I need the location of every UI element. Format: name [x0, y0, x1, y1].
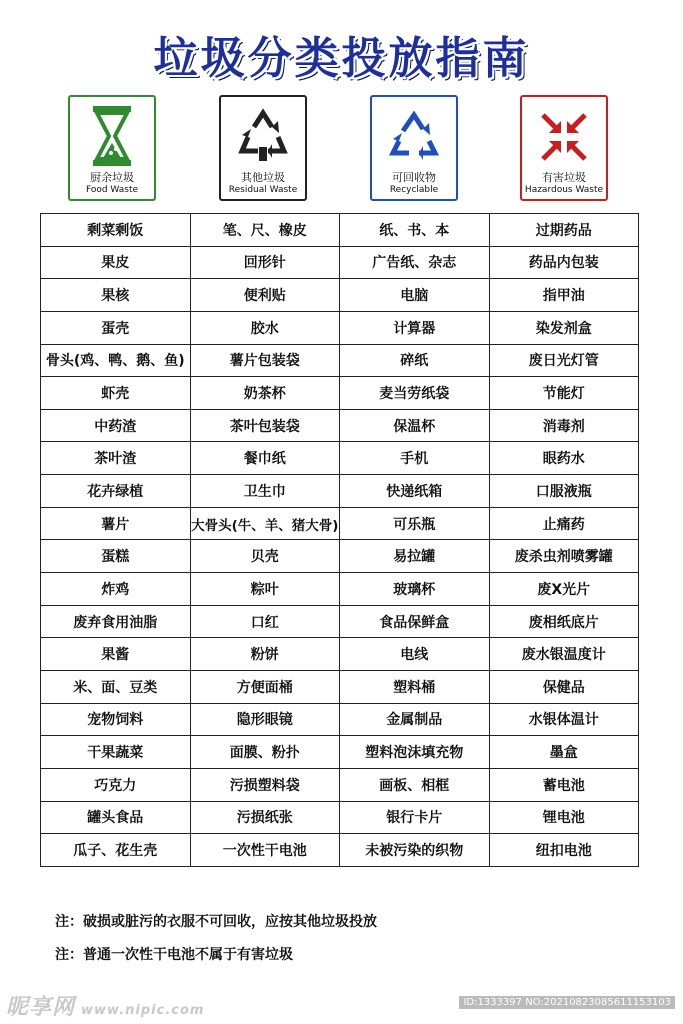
table-cell: 废相纸底片	[489, 605, 639, 638]
table-cell: 止痛药	[489, 507, 639, 540]
recycle-arrows-icon	[232, 103, 294, 169]
category-label-en: Food Waste	[85, 185, 139, 195]
table-cell: 未被污染的织物	[340, 834, 490, 867]
table-cell: 计算器	[340, 311, 490, 344]
table-cell: 纸、书、本	[340, 214, 490, 247]
table-row	[41, 214, 639, 247]
table-cell: 水银体温计	[489, 703, 639, 736]
category-label-en: Hazardous Waste	[524, 185, 604, 195]
table-cell: 便利贴	[190, 279, 340, 312]
table-cell: 污损塑料袋	[190, 768, 340, 801]
table-cell: 蓄电池	[489, 768, 639, 801]
table-row	[41, 409, 639, 442]
table-cell: 米、面、豆类	[41, 670, 191, 703]
table-row	[41, 703, 639, 736]
table-cell: 染发剂盒	[489, 311, 639, 344]
table-row	[41, 605, 639, 638]
table-cell: 污损纸张	[190, 801, 340, 834]
table-row	[41, 540, 639, 573]
table-cell: 中药渣	[41, 409, 191, 442]
table-row	[41, 670, 639, 703]
table-cell: 口红	[190, 605, 340, 638]
table-cell: 废弃食用油脂	[41, 605, 191, 638]
table-cell: 笔、尺、橡皮	[190, 214, 340, 247]
table-row	[41, 279, 639, 312]
table-cell: 废杀虫剂喷雾罐	[489, 540, 639, 573]
watermark-logo-text: 昵享网	[6, 995, 76, 1020]
table-cell: 消毒剂	[489, 409, 639, 442]
table-cell: 过期药品	[489, 214, 639, 247]
category-label-en: Residual Waste	[228, 185, 298, 195]
table-row	[41, 475, 639, 508]
table-cell: 蛋壳	[41, 311, 191, 344]
table-cell: 粽叶	[190, 573, 340, 606]
table-cell: 废X光片	[489, 573, 639, 606]
table-row	[41, 377, 639, 410]
category-label-zh: 厨余垃圾	[90, 171, 134, 184]
note-clothing: 注：破损或脏污的衣服不可回收，应按其他垃圾投放	[55, 914, 377, 930]
table-cell: 剩菜剩饭	[41, 214, 191, 247]
table-row	[41, 736, 639, 769]
table-cell: 易拉罐	[340, 540, 490, 573]
table-cell: 保健品	[489, 670, 639, 703]
page-title: 垃圾分类投放指南	[153, 33, 530, 84]
table-cell: 巧克力	[41, 768, 191, 801]
table-cell: 罐头食品	[41, 801, 191, 834]
table-row	[41, 573, 639, 606]
table-cell: 果皮	[41, 246, 191, 279]
table-cell: 药品内包装	[489, 246, 639, 279]
table-cell: 瓜子、花生壳	[41, 834, 191, 867]
table-cell: 骨头(鸡、鸭、鹅、鱼)	[41, 344, 191, 377]
table-cell: 塑料泡沫填充物	[340, 736, 490, 769]
watermark-url: www.nipic.com	[81, 1003, 205, 1018]
table-cell: 电脑	[340, 279, 490, 312]
table-cell: 画板、相框	[340, 768, 490, 801]
note-batteries: 注：普通一次性干电池不属于有害垃圾	[55, 947, 293, 963]
watermark-logo	[6, 990, 204, 1021]
table-row	[41, 246, 639, 279]
category-food-waste	[68, 95, 156, 201]
table-cell: 金属制品	[340, 703, 490, 736]
table-cell: 碎纸	[340, 344, 490, 377]
table-cell: 塑料桶	[340, 670, 490, 703]
table-row	[41, 834, 639, 867]
table-row	[41, 442, 639, 475]
table-row	[41, 638, 639, 671]
table-cell: 大骨头(牛、羊、猪大骨)	[190, 507, 340, 540]
table-cell: 贝壳	[190, 540, 340, 573]
table-row	[41, 507, 639, 540]
category-label-zh: 有害垃圾	[542, 171, 586, 184]
category-label-zh: 可回收物	[392, 171, 436, 184]
table-cell: 粉饼	[190, 638, 340, 671]
table-cell: 薯片包装袋	[190, 344, 340, 377]
table-cell: 废日光灯管	[489, 344, 639, 377]
table-cell: 纽扣电池	[489, 834, 639, 867]
table-cell: 奶茶杯	[190, 377, 340, 410]
table-row	[41, 311, 639, 344]
hourglass-icon	[81, 103, 143, 169]
table-cell: 宠物饲料	[41, 703, 191, 736]
table-cell: 银行卡片	[340, 801, 490, 834]
table-cell: 玻璃杯	[340, 573, 490, 606]
table-cell: 保温杯	[340, 409, 490, 442]
category-hazardous-waste	[520, 95, 608, 201]
table-cell: 食品保鲜盒	[340, 605, 490, 638]
table-cell: 回形针	[190, 246, 340, 279]
table-cell: 眼药水	[489, 442, 639, 475]
table-cell: 果酱	[41, 638, 191, 671]
waste-items-table	[40, 213, 639, 867]
table-cell: 薯片	[41, 507, 191, 540]
table-cell: 茶叶渣	[41, 442, 191, 475]
table-cell: 口服液瓶	[489, 475, 639, 508]
table-cell: 指甲油	[489, 279, 639, 312]
table-cell: 果核	[41, 279, 191, 312]
category-label-zh: 其他垃圾	[241, 171, 285, 184]
category-residual-waste	[219, 95, 307, 201]
table-cell: 干果蔬菜	[41, 736, 191, 769]
table-cell: 广告纸、杂志	[340, 246, 490, 279]
table-cell: 花卉绿植	[41, 475, 191, 508]
table-cell: 面膜、粉扑	[190, 736, 340, 769]
table-cell: 麦当劳纸袋	[340, 377, 490, 410]
watermark-id: ID:1333397 NO:20210823085611153103	[459, 996, 675, 1009]
table-cell: 隐形眼镜	[190, 703, 340, 736]
table-cell: 墨盒	[489, 736, 639, 769]
table-cell: 电线	[340, 638, 490, 671]
table-cell: 手机	[340, 442, 490, 475]
table-cell: 餐巾纸	[190, 442, 340, 475]
table-cell: 快递纸箱	[340, 475, 490, 508]
table-cell: 虾壳	[41, 377, 191, 410]
category-recyclable	[370, 95, 458, 201]
table-cell: 胶水	[190, 311, 340, 344]
table-row	[41, 801, 639, 834]
table-cell: 炸鸡	[41, 573, 191, 606]
table-cell: 节能灯	[489, 377, 639, 410]
converging-arrows-icon	[533, 103, 595, 169]
table-row	[41, 768, 639, 801]
table-cell: 方便面桶	[190, 670, 340, 703]
table-cell: 蛋糕	[41, 540, 191, 573]
recycle-arrows-icon	[383, 103, 445, 169]
table-cell: 卫生巾	[190, 475, 340, 508]
category-header	[0, 95, 683, 205]
category-label-en: Recyclable	[389, 185, 439, 195]
table-row	[41, 344, 639, 377]
table-cell: 可乐瓶	[340, 507, 490, 540]
table-cell: 废水银温度计	[489, 638, 639, 671]
table-cell: 茶叶包装袋	[190, 409, 340, 442]
table-cell: 锂电池	[489, 801, 639, 834]
table-cell: 一次性干电池	[190, 834, 340, 867]
